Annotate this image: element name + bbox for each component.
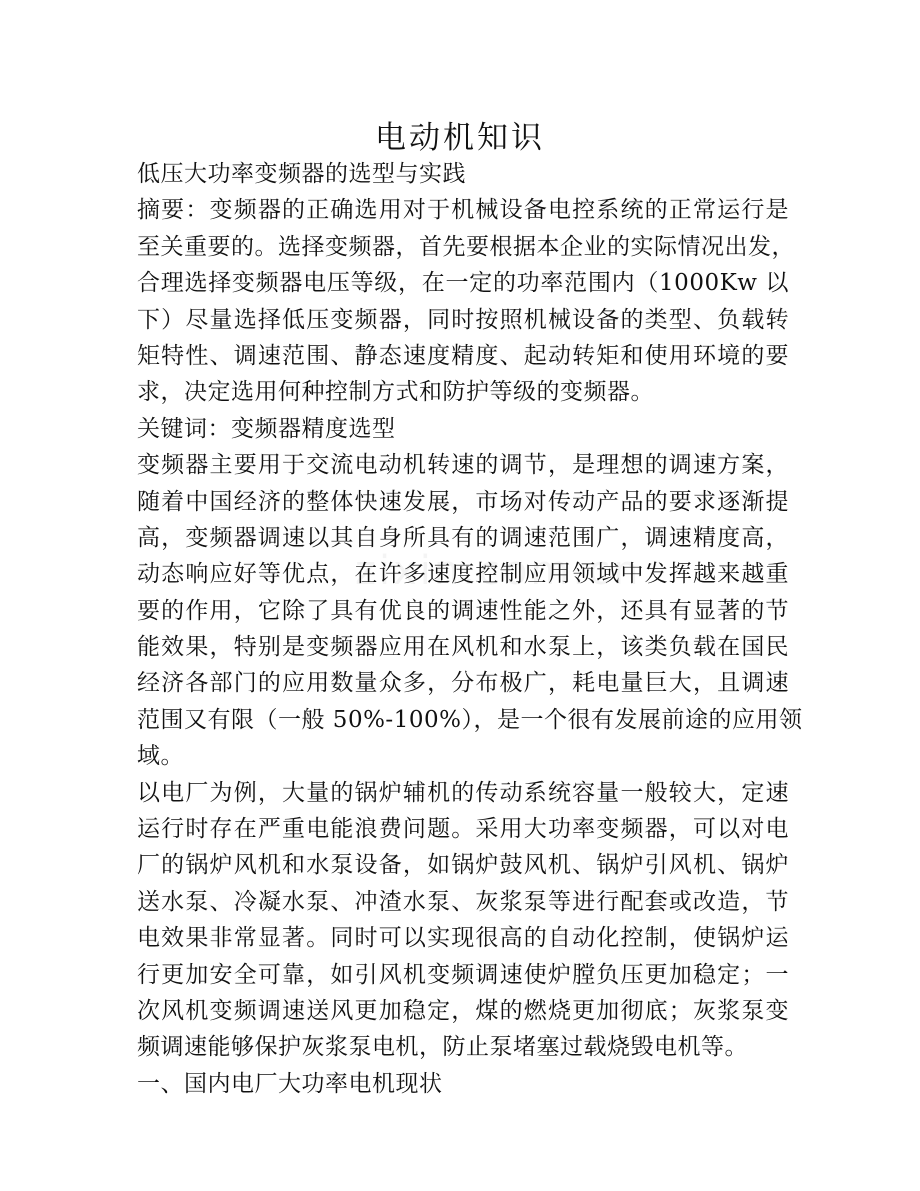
paragraph-line: 送水泵、冷凝水泵、冲渣水泵、灰浆泵等进行配套或改造，节 (137, 888, 789, 915)
abstract-line: 合理选择变频器电压等级，在一定的功率范围内（1000Kw 以 (137, 270, 789, 297)
paragraph-line: 行更加安全可靠，如引风机变频调速使炉膛负压更加稳定；一 (137, 961, 789, 988)
paragraph-line: 运行时存在严重电能浪费问题。采用大功率变频器，可以对电 (137, 816, 789, 843)
subtitle-line: 低压大功率变频器的选型与实践 (137, 161, 466, 187)
paragraph-line: 频调速能够保护灰浆泵电机，防止泵堵塞过载烧毁电机等。 (137, 1034, 748, 1061)
keywords-line: 关键词：变频器精度选型 (137, 415, 396, 442)
paragraph-line: 动态响应好等优点，在许多速度控制应用领域中发挥越来越重 (137, 561, 789, 588)
paragraph-line: 能效果，特别是变频器应用在风机和水泵上，该类负载在国民 (137, 634, 789, 661)
paragraph-line: 变频器主要用于交流电动机转速的调节，是理想的调速方案， (137, 452, 789, 479)
paragraph-line: 以电厂为例，大量的锅炉辅机的传动系统容量一般较大，定速 (137, 779, 789, 806)
section-heading: 一、国内电厂大功率电机现状 (137, 1070, 443, 1097)
paragraph-line: 随着中国经济的整体快速发展，市场对传动产品的要求逐渐提 (137, 488, 789, 515)
paragraph-line: 范围又有限（一般 50%-100%），是一个很有发展前途的应用领 (137, 706, 803, 733)
abstract-line: 至关重要的。选择变频器，首先要根据本企业的实际情况出发， (137, 233, 795, 260)
abstract-line: 摘要：变频器的正确选用对于机械设备电控系统的正常运行是 (137, 197, 789, 224)
document-title: 电动机知识 (375, 120, 545, 156)
paragraph-line: 要的作用，它除了具有优良的调速性能之外，还具有显著的节 (137, 597, 789, 624)
paragraph-line: 次风机变频调速送风更加稳定，煤的燃烧更加彻底；灰浆泵变 (137, 997, 789, 1024)
paragraph-line: 域。 (137, 743, 184, 770)
paragraph-line: 高，变频器调速以其自身所具有的调速范围广，调速精度高， (137, 524, 789, 551)
document-body (137, 156, 803, 1102)
abstract-line: 矩特性、调速范围、静态速度精度、起动转矩和使用环境的要 (137, 342, 789, 369)
abstract-line: 求，决定选用何种控制方式和防护等级的变频器。 (137, 379, 654, 406)
abstract-line: 下）尽量选择低压变频器，同时按照机械设备的类型、负载转 (137, 306, 789, 333)
paragraph-line: 电效果非常显著。同时可以实现很高的自动化控制，使锅炉运 (137, 925, 789, 952)
paragraph-line: 厂的锅炉风机和水泵设备，如锅炉鼓风机、锅炉引风机、锅炉 (137, 852, 789, 879)
paragraph-line: 经济各部门的应用数量众多，分布极广，耗电量巨大，且调速 (137, 670, 789, 697)
